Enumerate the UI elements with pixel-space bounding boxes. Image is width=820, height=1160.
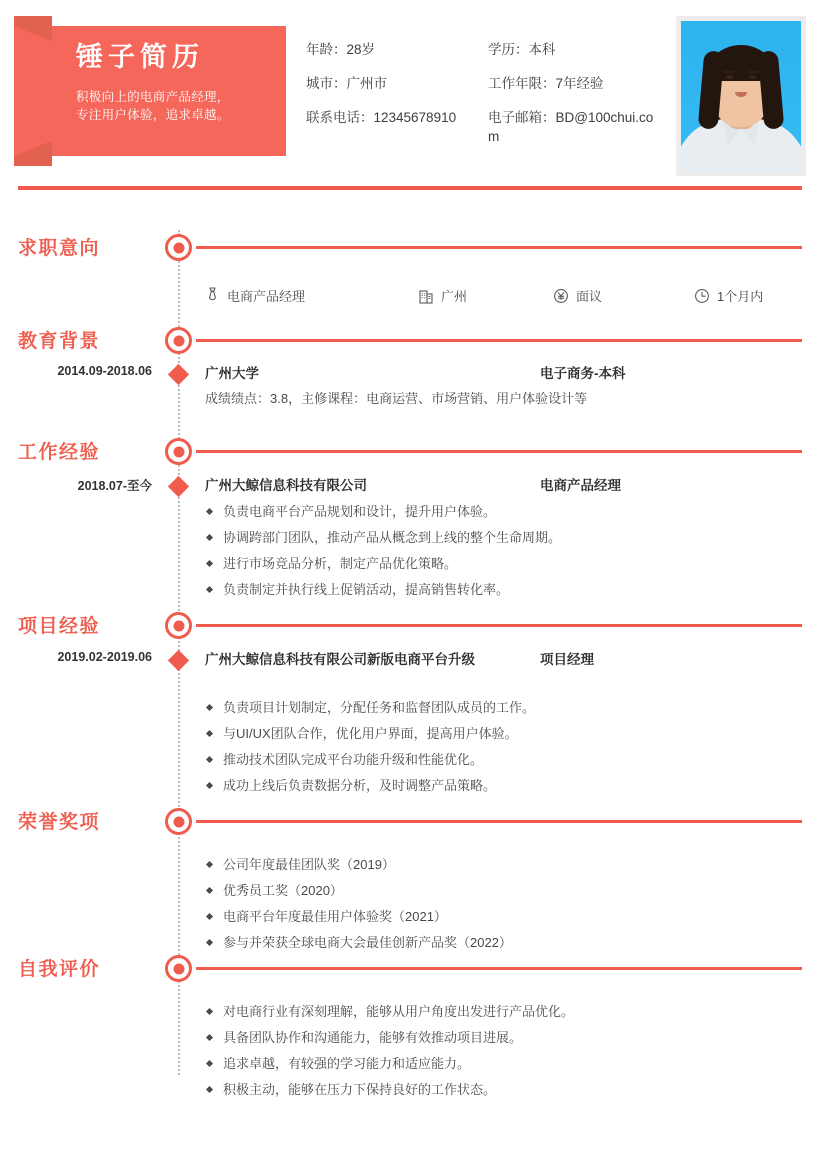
meta-phone: 联系电话：12345678910: [306, 110, 457, 126]
meta-experience: 工作年限：7年经验: [488, 76, 604, 92]
intent-items: [205, 286, 805, 310]
project-name: 广州大鲸信息科技有限公司新版电商平台升级: [205, 652, 475, 667]
education-major: 电子商务-本科: [540, 366, 626, 381]
work-company: 广州大鲸信息科技有限公司: [205, 478, 367, 493]
intent-label-position: 电商产品经理: [227, 289, 306, 304]
section-title-education: 教育背景: [18, 331, 101, 352]
intent-item-position: [205, 286, 305, 305]
timeline-node-work: [165, 438, 192, 465]
meta-column-right: [488, 40, 663, 162]
project-position: 项目经理: [540, 652, 594, 667]
education-date: 2014.09-2018.06: [57, 364, 152, 378]
list-item: 对电商行业有深刻理解，能够从用户角度出发进行产品优化。: [205, 1002, 795, 1022]
list-item: 进行市场竞品分析，制定产品优化策略。: [205, 554, 795, 574]
timeline-node-self-evaluation: [165, 955, 192, 982]
list-item: 电商平台年度最佳用户体验奖（2021）: [205, 907, 795, 927]
list-item: 具备团队协作和沟通能力，能够有效推动项目进展。: [205, 1028, 795, 1048]
timeline-node-education: [165, 327, 192, 354]
meta-email: 电子邮箱：BD@100chui.com: [488, 110, 654, 145]
intent-item-availability: [694, 286, 763, 305]
section-title-self-evaluation: 自我评价: [18, 959, 101, 980]
education-note: 成绩绩点：3.8，主修课程：电商运营、市场营销、用户体验设计等: [205, 391, 588, 406]
list-item: 参与并荣获全球电商大会最佳创新产品奖（2022）: [205, 933, 795, 953]
list-item: 追求卓越，有较强的学习能力和适应能力。: [205, 1054, 795, 1074]
intent-item-salary: [553, 286, 602, 305]
list-item: 负责电商平台产品规划和设计，提升用户体验。: [205, 502, 795, 522]
section-title-project: 项目经验: [18, 616, 101, 637]
meta-age: 年龄：28岁: [306, 42, 376, 57]
work-position: 电商产品经理: [540, 478, 621, 493]
intent-label-salary: 面议: [576, 289, 603, 304]
section-rule-honors: [196, 820, 802, 823]
section-rule-work: [196, 450, 802, 453]
timeline-diamond-work: [168, 476, 189, 497]
timeline-node-project: [165, 612, 192, 639]
meta-degree: 学历：本科: [488, 42, 556, 57]
ribbon-notch: [14, 26, 54, 156]
section-rule-intent: [196, 246, 802, 249]
resume-header: [0, 0, 820, 192]
list-item: 公司年度最佳团队奖（2019）: [205, 855, 795, 875]
clock-icon: [694, 288, 710, 304]
section-rule-self-evaluation: [196, 967, 802, 970]
building-icon: [419, 288, 434, 304]
work-bullets: [205, 502, 795, 607]
intent-item-city: [419, 286, 467, 305]
tagline-line-1: 积极向上的电商产品经理，: [76, 90, 230, 104]
list-item: 协调跨部门团队，推动产品从概念到上线的整个生命周期。: [205, 528, 795, 548]
id-photo: [681, 21, 801, 171]
header-tagline: [76, 88, 276, 124]
honors-bullets: [205, 855, 795, 960]
meta-column-left: [306, 40, 476, 142]
work-date: 2018.07-至今: [77, 479, 152, 493]
page-title: 锤子简历: [76, 42, 204, 72]
intent-label-city: 广州: [441, 289, 468, 304]
list-item: 优秀员工奖（2020）: [205, 881, 795, 901]
section-title-work: 工作经验: [18, 442, 101, 463]
timeline-diamond-education: [168, 364, 189, 385]
list-item: 与UI/UX团队合作，优化用户界面，提高用户体验。: [205, 724, 795, 744]
list-item: 负责制定并执行线上促销活动，提高销售转化率。: [205, 580, 795, 600]
section-title-honors: 荣誉奖项: [18, 812, 101, 833]
list-item: 负责项目计划制定，分配任务和监督团队成员的工作。: [205, 698, 795, 718]
tagline-line-2: 专注用户体验，追求卓越。: [76, 108, 230, 123]
section-rule-project: [196, 624, 802, 627]
section-title-intent: 求职意向: [18, 238, 101, 259]
list-item: 成功上线后负责数据分析，及时调整产品策略。: [205, 776, 795, 796]
avatar: [676, 16, 806, 176]
yen-icon: [553, 288, 569, 304]
timeline-node-intent: [165, 234, 192, 261]
project-bullets: [205, 698, 795, 803]
self-evaluation-bullets: [205, 1002, 795, 1107]
education-school: 广州大学: [205, 366, 259, 381]
timeline-node-honors: [165, 808, 192, 835]
header-divider: [18, 186, 802, 190]
project-date: 2019.02-2019.06: [57, 650, 152, 664]
tie-icon: [205, 287, 220, 304]
meta-city: 城市：广州市: [306, 76, 387, 92]
intent-label-availability: 1个月内: [717, 289, 764, 304]
timeline-diamond-project: [168, 650, 189, 671]
section-rule-education: [196, 339, 802, 342]
list-item: 推动技术团队完成平台功能升级和性能优化。: [205, 750, 795, 770]
list-item: 积极主动，能够在压力下保持良好的工作状态。: [205, 1080, 795, 1100]
